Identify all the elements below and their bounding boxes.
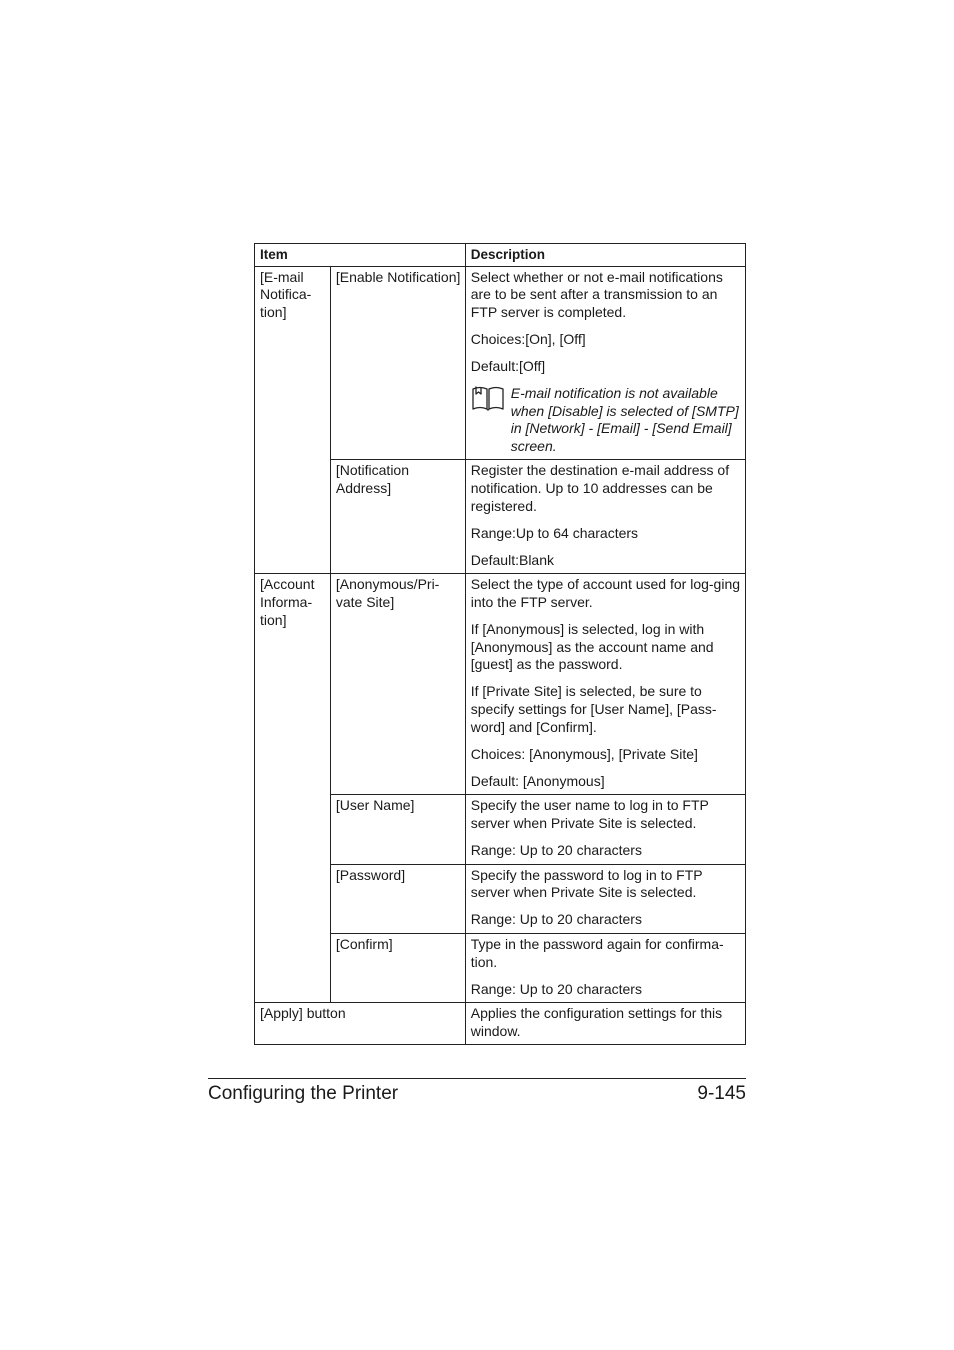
item-apply-button: [Apply] button xyxy=(255,1003,466,1045)
desc-password xyxy=(465,864,745,933)
table-row xyxy=(255,266,746,460)
default-text: Default: [Anonymous] xyxy=(470,772,605,789)
desc-anonymous-private-site xyxy=(465,574,745,795)
desc-enable-notification xyxy=(465,266,745,460)
book-icon xyxy=(471,385,511,455)
desc-user-name xyxy=(465,795,745,864)
group-account-information: [Account Informa-tion] xyxy=(255,574,331,1003)
choices-text: Choices: [Anonymous], [Private Site] xyxy=(470,745,698,762)
desc-notification-address xyxy=(465,460,745,574)
desc-text: Select the type of account used for log-ging into the FTP server. xyxy=(470,576,741,610)
table-header-row xyxy=(255,244,746,267)
settings-table xyxy=(254,243,746,1045)
range-text: Range: Up to 20 characters xyxy=(470,842,642,859)
range-text: Range: Up to 20 characters xyxy=(470,980,642,997)
range-text: Range: Up to 20 characters xyxy=(470,911,642,928)
default-text: Default:Blank xyxy=(470,551,555,568)
item-password: [Password] xyxy=(330,864,465,933)
group-email-notification: [E-mail Notifica-tion] xyxy=(255,266,331,574)
table-row xyxy=(255,574,746,795)
anonymous-text: If [Anonymous] is selected, log in with [Anonymous] as the account name and [guest] as the password. xyxy=(470,621,714,673)
footer-title: Configuring the Printer xyxy=(208,1083,399,1104)
desc-text: Applies the configuration settings for this window. xyxy=(470,1005,723,1039)
header-description: Description xyxy=(465,244,745,267)
choices-text: Choices:[On], [Off] xyxy=(470,330,586,347)
private-site-text: If [Private Site] is selected, be sure to specify settings for [User Name], [Pass-word] and [Confirm]. xyxy=(470,683,717,735)
desc-confirm xyxy=(465,933,745,1002)
desc-apply-button xyxy=(465,1003,745,1045)
note-text: E-mail notification is not available when [Disable] is selected of [SMTP] in [Network] - [Email] - [Send Email] screen. xyxy=(510,385,739,454)
note xyxy=(471,385,742,455)
item-user-name: [User Name] xyxy=(330,795,465,864)
desc-text: Specify the password to log in to FTP server when Private Site is selected. xyxy=(470,866,703,901)
footer-divider xyxy=(208,1078,746,1079)
item-notification-address: [Notification Address] xyxy=(330,460,465,574)
desc-text: Register the destination e-mail address of notification. Up to 10 addresses can be registered. xyxy=(470,462,730,514)
desc-text: Select whether or not e-mail notifications are to be sent after a transmission to an FTP server is completed. xyxy=(470,268,723,320)
item-anonymous-private-site: [Anonymous/Pri-vate Site] xyxy=(330,574,465,795)
item-confirm: [Confirm] xyxy=(330,933,465,1002)
range-text: Range:Up to 64 characters xyxy=(470,524,639,541)
item-enable-notification: [Enable Notification] xyxy=(330,266,465,460)
default-text: Default:[Off] xyxy=(470,357,546,374)
header-item: Item xyxy=(255,244,466,267)
table-row xyxy=(255,1003,746,1045)
page-number: 9-145 xyxy=(697,1083,746,1104)
desc-text: Type in the password again for confirma-tion. xyxy=(470,935,724,970)
desc-text: Specify the user name to log in to FTP server when Private Site is selected. xyxy=(470,797,709,831)
